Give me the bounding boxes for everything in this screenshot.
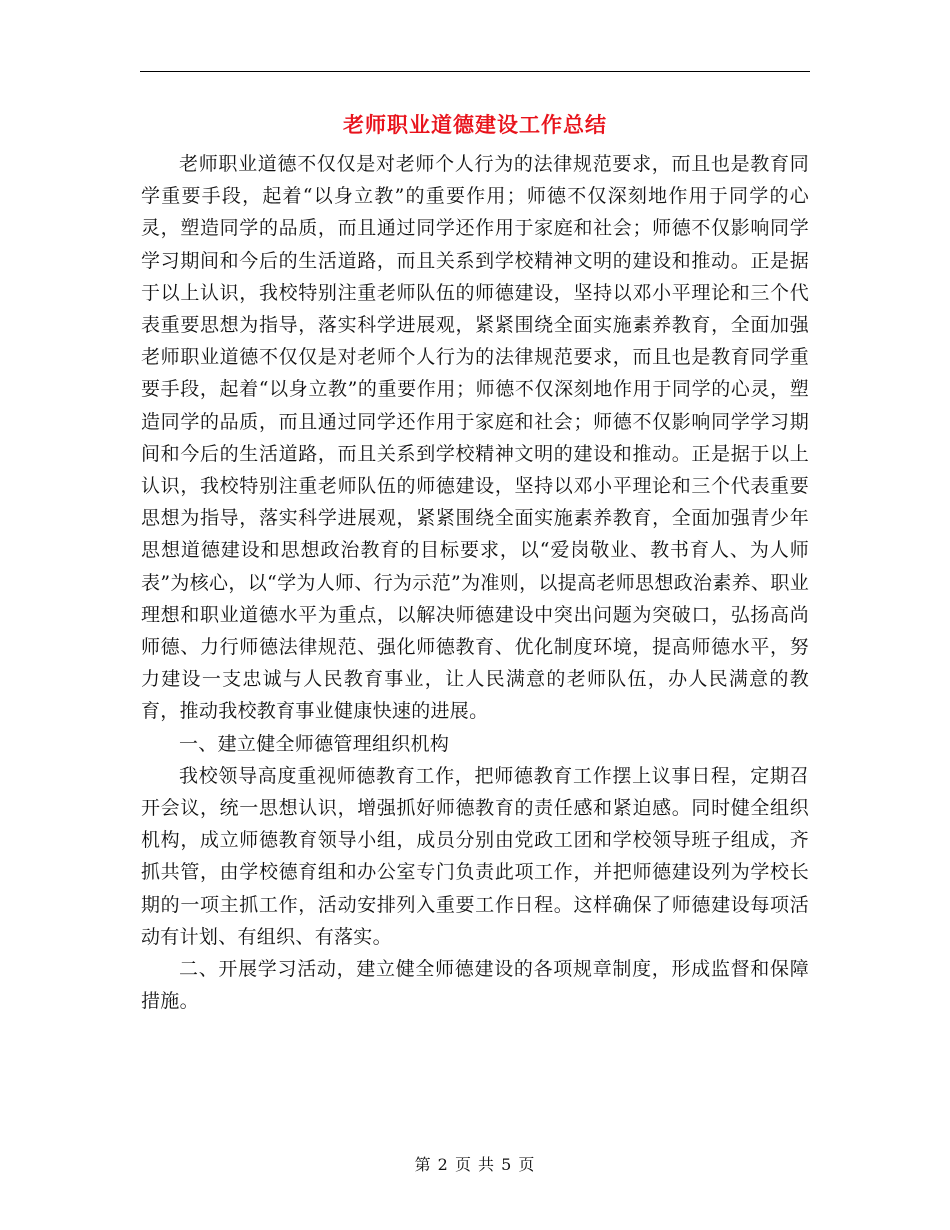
page-number: 第 2 页 共 5 页 <box>414 1155 536 1174</box>
document-body <box>141 148 809 1017</box>
document-title: 老师职业道德建设工作总结 <box>343 112 607 137</box>
paragraph-section-1: 我校领导高度重视师德教育工作，把师德教育工作摆上议事日程，定期召开会议，统一思想认识，增强抓好师德教育的责任感和紧迫感。同时健全组织机构，成立师德教育领导小组，成员分别由党政工团和学校领导班子组成，齐抓共管，由学校德育组和办公室专门负责此项工作，并把师德建设列为学校长期的一项主抓工作，活动安排列入重要工作日程。这样确保了师德建设每项活动有计划、有组织、有落实。 <box>141 764 809 948</box>
section-heading-2: 二、开展学习活动，建立健全师德建设的各项规章制度，形成监督和保障措施。 <box>141 958 809 1013</box>
header-rule <box>140 71 810 72</box>
paragraph-intro: 老师职业道德不仅仅是对老师个人行为的法律规范要求，而且也是教育同学重要手段，起着“以身立教”的重要作用；师德不仅深刻地作用于同学的心灵，塑造同学的品质，而且通过同学还作用于家庭和社会；师德不仅影响同学学习期间和今后的生活道路，而且关系到学校精神文明的建设和推动。正是据于以上认识，我校特别注重老师队伍的师德建设，坚持以邓小平理论和三个代表重要思想为指导，落实科学进展观，紧紧围绕全面实施素养教育，全面加强老师职业道德不仅仅是对老师个人行为的法律规范要求，而且也是教育同学重要手段，起着“以身立教”的重要作用；师德不仅深刻地作用于同学的心灵，塑造同学的品质，而且通过同学还作用于家庭和社会；师德不仅影响同学学习期间和今后的生活道路，而且关系到学校精神文明的建设和推动。正是据于以上认识，我校特别注重老师队伍的师德建设，坚持以邓小平理论和三个代表重要思想为指导，落实科学进展观，紧紧围绕全面实施素养教育，全面加强青少年思想道德建设和思想政治教育的目标要求，以“爱岗敬业、教书育人、为人师表”为核心，以“学为人师、行为示范”为准则，以提高老师思想政治素养、职业理想和职业道德水平为重点，以解决师德建设中突出问题为突破口，弘扬高尚师德、力行师德法律规范、强化师德教育、优化制度环境，提高师德水平，努力建设一支忠诚与人民教育事业，让人民满意的老师队伍，办人民满意的教育，推动我校教育事业健康快速的进展。 <box>141 153 809 723</box>
section-heading-1: 一、建立健全师德管理组织机构 <box>179 732 450 755</box>
